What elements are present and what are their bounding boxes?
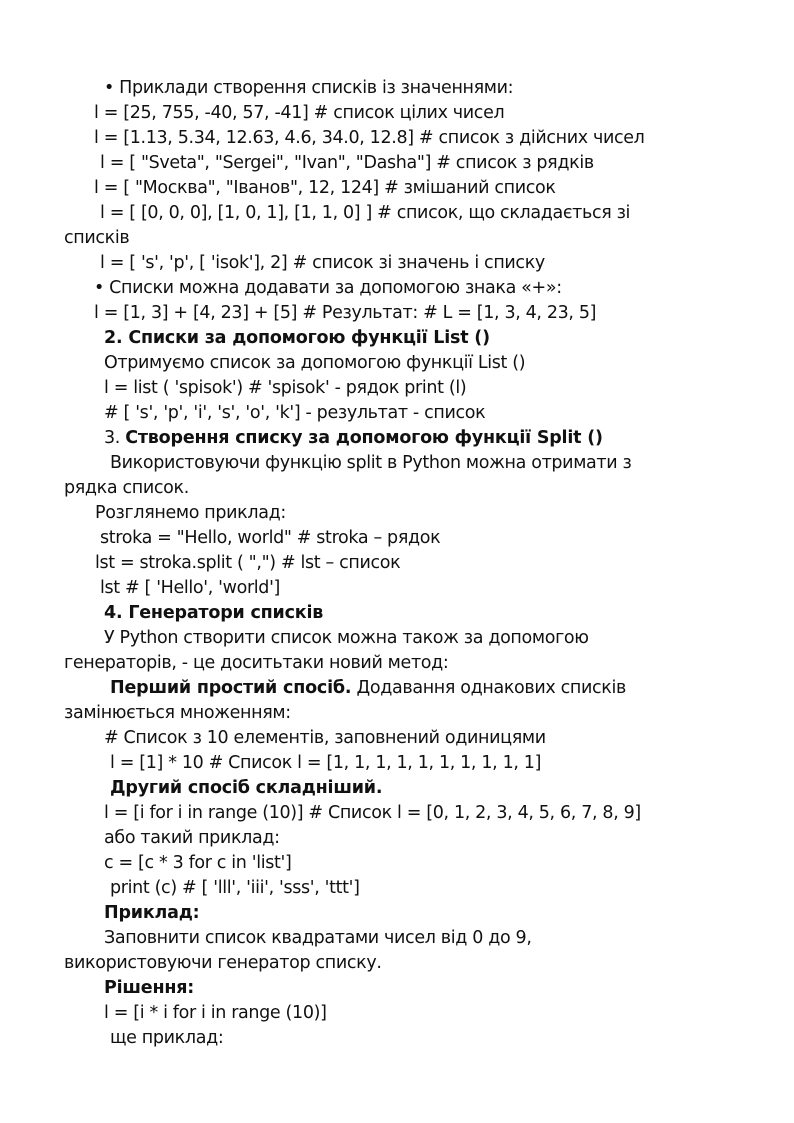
code-line-string-list: l = [ "Sveta", "Sergei", "Ivan", "Dasha"] # список з рядків <box>100 153 594 173</box>
code-line-multiply: l = [1] * 10 # Список l = [1, 1, 1, 1, 1, 1, 1, 1, 1, 1] <box>110 753 542 773</box>
section-heading-list-function: 2. Списки за допомогою функції List () <box>104 328 490 348</box>
text-line-continuation: списків <box>64 228 130 248</box>
first-method-description: Додавання однакових списків <box>351 678 626 698</box>
text-line-continuation: рядка список. <box>64 478 189 498</box>
code-comment-ten-ones: # Список з 10 елементів, заповнений одиницями <box>104 728 546 748</box>
section-title: Створення списку за допомогою функції Split () <box>125 428 603 448</box>
text-line-generators-intro: У Python створити список можна також за допомогою <box>104 628 589 648</box>
code-line-string-generator: c = [c * 3 for c in 'list'] <box>104 853 292 873</box>
heading-example: Приклад: <box>104 903 200 923</box>
text-line-second-method: Другий спосіб складніший. <box>110 778 383 798</box>
code-line-values-and-list: l = [ 's', 'p', [ 'isok'], 2] # список зі значень і списку <box>100 253 545 273</box>
text-line-first-method <box>110 677 626 699</box>
code-line-squares: l = [i * i for i in range (10)] <box>104 1003 327 1023</box>
bullet-list-examples: • Приклади створення списків із значеннями: <box>104 78 514 98</box>
heading-solution: Рішення: <box>104 978 195 998</box>
code-line-split-result: lst # [ 'Hello', 'world'] <box>100 578 281 598</box>
text-line-continuation: замінюється множенням: <box>64 703 291 723</box>
text-line-more-example: ще приклад: <box>110 1028 224 1048</box>
text-line-continuation: генераторів, - це доситьтаки новий метод: <box>64 653 449 673</box>
section-number: 3. <box>104 428 126 448</box>
code-line-int-list: l = [25, 755, -40, 57, -41] # список цілих чисел <box>94 103 505 123</box>
text-line-continuation: використовуючи генератор списку. <box>64 953 382 973</box>
text-line-another-example: або такий приклад: <box>104 828 280 848</box>
section-heading-generators: 4. Генератори списків <box>104 603 324 623</box>
text-line-consider-example: Розглянемо приклад: <box>95 503 286 523</box>
code-line-mixed-list: l = [ "Москва", "Іванов", 12, 124] # змішаний список <box>94 178 556 198</box>
text-line-split-intro: Використовуючи функцію split в Python можна отримати з <box>110 453 632 473</box>
code-line-float-list: l = [1.13, 5.34, 12.63, 4.6, 34.0, 12.8] # список з дійсних чисел <box>94 128 645 148</box>
bullet-list-concatenation: • Списки можна додавати за допомогою знака «+»: <box>94 278 562 298</box>
code-line-list-call: l = list ( 'spisok') # 'spisok' - рядок print (l) <box>104 378 467 398</box>
text-line-task: Заповнити список квадратами чисел від 0 до 9, <box>104 928 532 948</box>
code-line-concatenation: l = [1, 3] + [4, 23] + [5] # Результат: # L = [1, 3, 4, 23, 5] <box>94 303 597 323</box>
code-line-list-result: # [ 's', 'p', 'i', 's', 'o', 'k'] - результат - список <box>104 403 486 423</box>
text-line-list-function: Отримуємо список за допомогою функції List () <box>104 353 526 373</box>
code-line-nested-list: l = [ [0, 0, 0], [1, 0, 1], [1, 1, 0] ] # список, що складається зі <box>100 203 631 223</box>
section-heading-split-function <box>104 427 603 449</box>
first-method-label: Перший простий спосіб. <box>110 678 352 698</box>
code-line-split-call: lst = stroka.split ( ",") # lst – список <box>95 553 401 573</box>
code-line-range-generator: l = [i for i in range (10)] # Список l = [0, 1, 2, 3, 4, 5, 6, 7, 8, 9] <box>104 803 641 823</box>
code-line-print-result: print (c) # [ 'lll', 'iii', 'sss', 'ttt'] <box>110 878 360 898</box>
code-line-stroka: stroka = "Hello, world" # stroka – рядок <box>100 528 441 548</box>
